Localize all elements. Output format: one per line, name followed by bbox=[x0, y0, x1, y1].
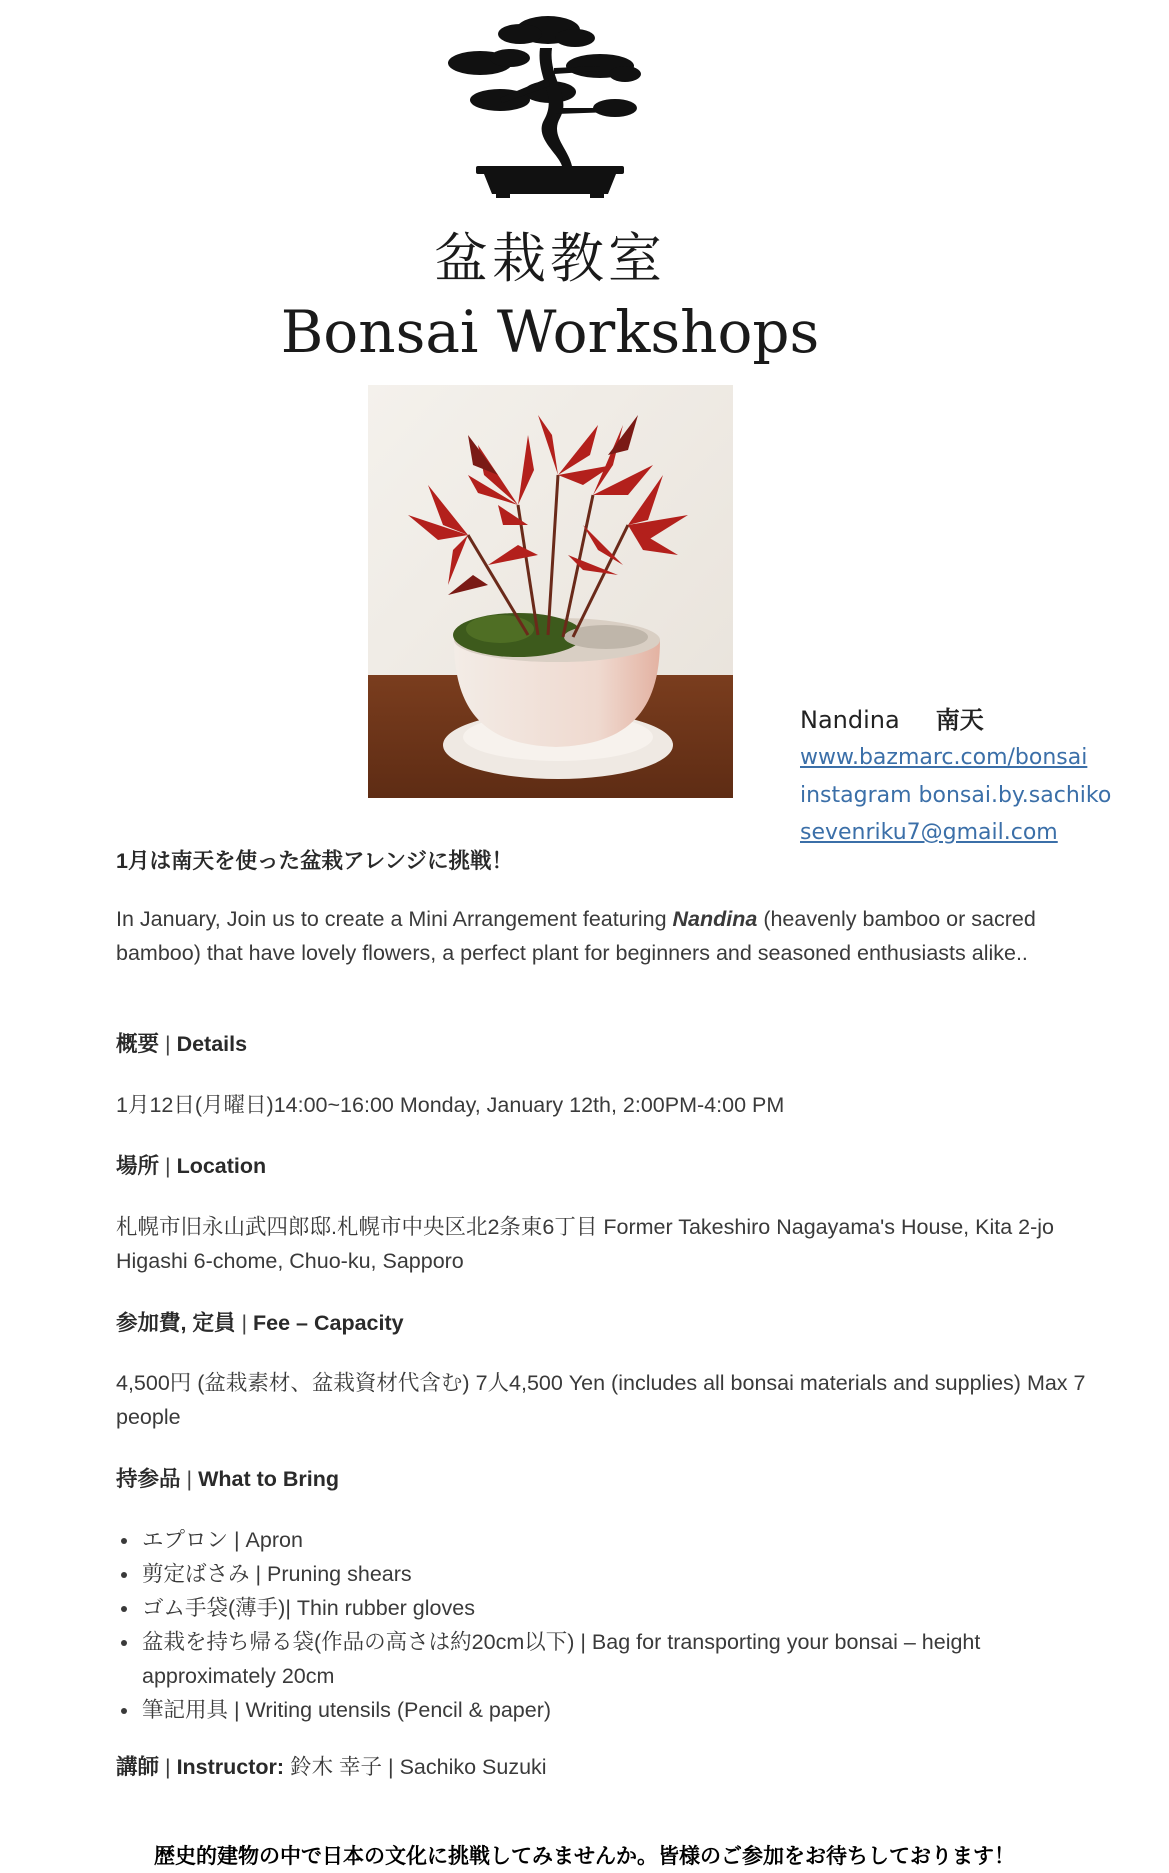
bring-heading bbox=[116, 1462, 1096, 1496]
closing-message: 歴史的建物の中で日本の文化に挑戦してみませんか。皆様のご参加をお待ちしております！ bbox=[154, 1845, 1015, 1868]
details-heading bbox=[116, 1027, 1096, 1061]
instagram-handle: instagram bonsai.by.sachiko bbox=[800, 783, 1112, 808]
list-item: • 剪定ばさみ | Pruning shears bbox=[140, 1557, 1096, 1591]
instructor-separator: | bbox=[165, 1755, 171, 1779]
plant-name-japanese: 南天 bbox=[935, 706, 984, 734]
list-item: • 盆栽を持ち帰る袋(作品の高さは約20cm以下) | Bag for transporting your bonsai – height approximately 20cm bbox=[140, 1625, 1096, 1693]
bring-heading-en: What to Bring bbox=[198, 1467, 339, 1491]
list-item: • ゴム手袋(薄手)| Thin rubber gloves bbox=[140, 1591, 1096, 1625]
fee-separator: | bbox=[241, 1311, 248, 1335]
location-heading-jp: 場所 bbox=[116, 1154, 160, 1178]
intro-text-emphasis: Nandina bbox=[672, 907, 758, 931]
fee-heading bbox=[116, 1306, 1096, 1340]
intro-heading bbox=[116, 844, 1096, 878]
details-text: 1月12日(月曜日)14:00~16:00 Monday, January 12th, 2:00PM-4:00 PM bbox=[116, 1093, 785, 1117]
details-heading-en: Details bbox=[176, 1032, 248, 1056]
fee-heading-en: Fee – Capacity bbox=[253, 1311, 404, 1335]
intro-text-before: In January, Join us to create a Mini Arrangement featuring bbox=[116, 907, 673, 931]
details-heading-jp: 概要 bbox=[116, 1032, 160, 1056]
instructor-heading-jp: 講師 bbox=[116, 1755, 160, 1779]
location-heading-en: Location bbox=[176, 1154, 267, 1178]
location-text: 札幌市旧永山武四郎邸.札幌市中央区北2条東6丁目 Former Takeshiro Nagayama's House, Kita 2-jo Higashi 6-chome, Chuo-ku, Sapporo bbox=[116, 1215, 1054, 1273]
list-item: • エプロン | Apron bbox=[140, 1523, 1096, 1557]
location-separator: | bbox=[165, 1154, 171, 1178]
website-link[interactable]: www.bazmarc.com/bonsai bbox=[800, 745, 1088, 770]
details-separator: | bbox=[165, 1032, 171, 1056]
list-item: • 筆記用具 | Writing utensils (Pencil & paper) bbox=[140, 1693, 1096, 1727]
fee-text: 4,500円 (盆栽素材、盆栽資材代含む) 7人4,500 Yen (includes all bonsai materials and supplies) Max 7 people bbox=[116, 1371, 1086, 1429]
title-english: Bonsai Workshops bbox=[280, 298, 820, 366]
nandina-bonsai-photo bbox=[368, 385, 733, 798]
bring-separator: | bbox=[186, 1467, 193, 1491]
instructor-line bbox=[116, 1750, 1096, 1784]
instructor-heading-en: Instructor: bbox=[176, 1755, 285, 1779]
intro-paragraph bbox=[116, 902, 1096, 970]
plant-name bbox=[800, 700, 984, 735]
intro-text-after: (heavenly bamboo or sacred bamboo) that have lovely flowers, a perfect plant for beginners and seasoned enthusiasts alike.. bbox=[116, 907, 1036, 965]
bring-list bbox=[116, 1523, 1096, 1727]
plant-name-english: Nandina bbox=[800, 706, 900, 734]
fee-heading-jp: 参加費, 定員 bbox=[116, 1311, 236, 1335]
email-link[interactable]: sevenriku7@gmail.com bbox=[800, 820, 1058, 845]
bring-heading-jp: 持参品 bbox=[116, 1467, 181, 1491]
bonsai-tree-logo-icon bbox=[440, 8, 650, 198]
intro-heading-text: 1月は南天を使った盆栽アレンジに挑戦！ bbox=[116, 849, 514, 873]
title-japanese: 盆栽教室 bbox=[434, 227, 666, 290]
instructor-name: 鈴木 幸子 | Sachiko Suzuki bbox=[290, 1755, 547, 1779]
location-heading bbox=[116, 1149, 1096, 1183]
